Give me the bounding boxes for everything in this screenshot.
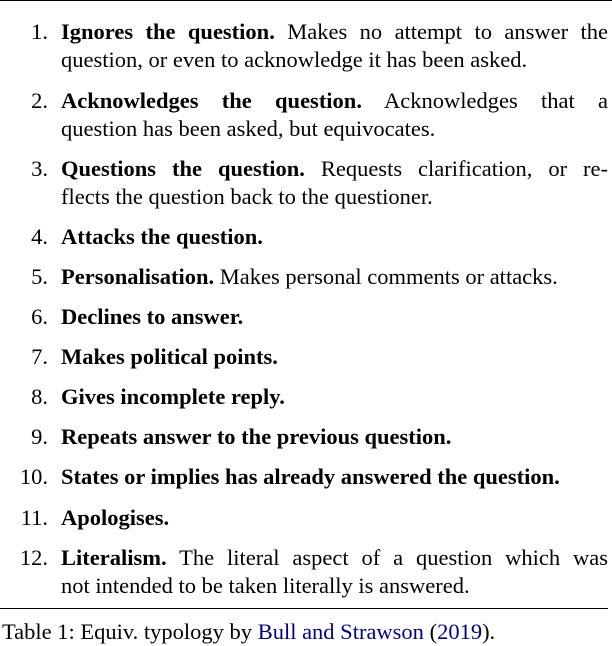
item-term: Literalism.	[61, 545, 167, 570]
caption-label: Table 1: Equiv. typology by	[2, 619, 258, 644]
item-term: States or implies has already answered the question.	[61, 464, 560, 489]
item-number: 11.	[20, 505, 48, 530]
item-description: Makes no attempt to answer the	[287, 19, 608, 44]
item-description-continued: question, or even to acknowledge it has been asked.	[61, 47, 528, 72]
item-term: Acknowledges the question.	[61, 88, 362, 113]
item-first-line	[61, 544, 608, 572]
item-term: Declines to answer.	[61, 304, 244, 329]
item-term: Makes political points.	[61, 344, 278, 369]
item-term: Personalisation.	[61, 264, 215, 289]
item-number: 3.	[31, 156, 48, 181]
item-number: 4.	[31, 224, 48, 249]
table-caption	[2, 618, 495, 646]
item-number: 9.	[31, 424, 48, 449]
caption-close: ).	[482, 619, 496, 644]
item-term: Repeats answer to the previous question.	[61, 424, 452, 449]
item-description: Requests clarification, or re-	[320, 156, 608, 181]
citation-authors-link[interactable]: Bull and Strawson	[257, 619, 424, 644]
item-number: 10.	[19, 464, 48, 489]
item-description: Makes personal comments or attacks.	[219, 264, 558, 289]
item-first-line	[61, 263, 608, 291]
item-number: 12.	[19, 545, 48, 570]
item-term: Questions the question.	[61, 156, 305, 181]
item-description-continued: not intended to be taken literally is answered.	[61, 573, 470, 598]
table-bottom-rule	[0, 608, 608, 609]
item-first-line	[61, 87, 608, 115]
item-term: Attacks the question.	[61, 224, 263, 249]
item-term: Apologises.	[61, 505, 170, 530]
item-term: Gives incomplete reply.	[61, 384, 285, 409]
item-number: 6.	[31, 304, 48, 329]
item-description: Acknowledges that a	[384, 88, 608, 113]
item-number: 2.	[31, 88, 48, 113]
item-description-continued: flects the question back to the questioner.	[61, 184, 433, 209]
caption-open-paren: (	[423, 619, 438, 644]
item-number: 1.	[31, 19, 48, 44]
item-number: 8.	[31, 384, 48, 409]
table-top-rule	[0, 0, 612, 1]
item-description-continued: question has been asked, but equivocates.	[61, 116, 436, 141]
item-first-line	[61, 18, 608, 46]
item-number: 5.	[31, 264, 48, 289]
item-description: The literal aspect of a question which was	[179, 545, 609, 570]
item-number: 7.	[31, 344, 48, 369]
item-first-line	[61, 155, 608, 183]
citation-year-link[interactable]: 2019	[437, 619, 483, 644]
item-term: Ignores the question.	[61, 19, 275, 44]
